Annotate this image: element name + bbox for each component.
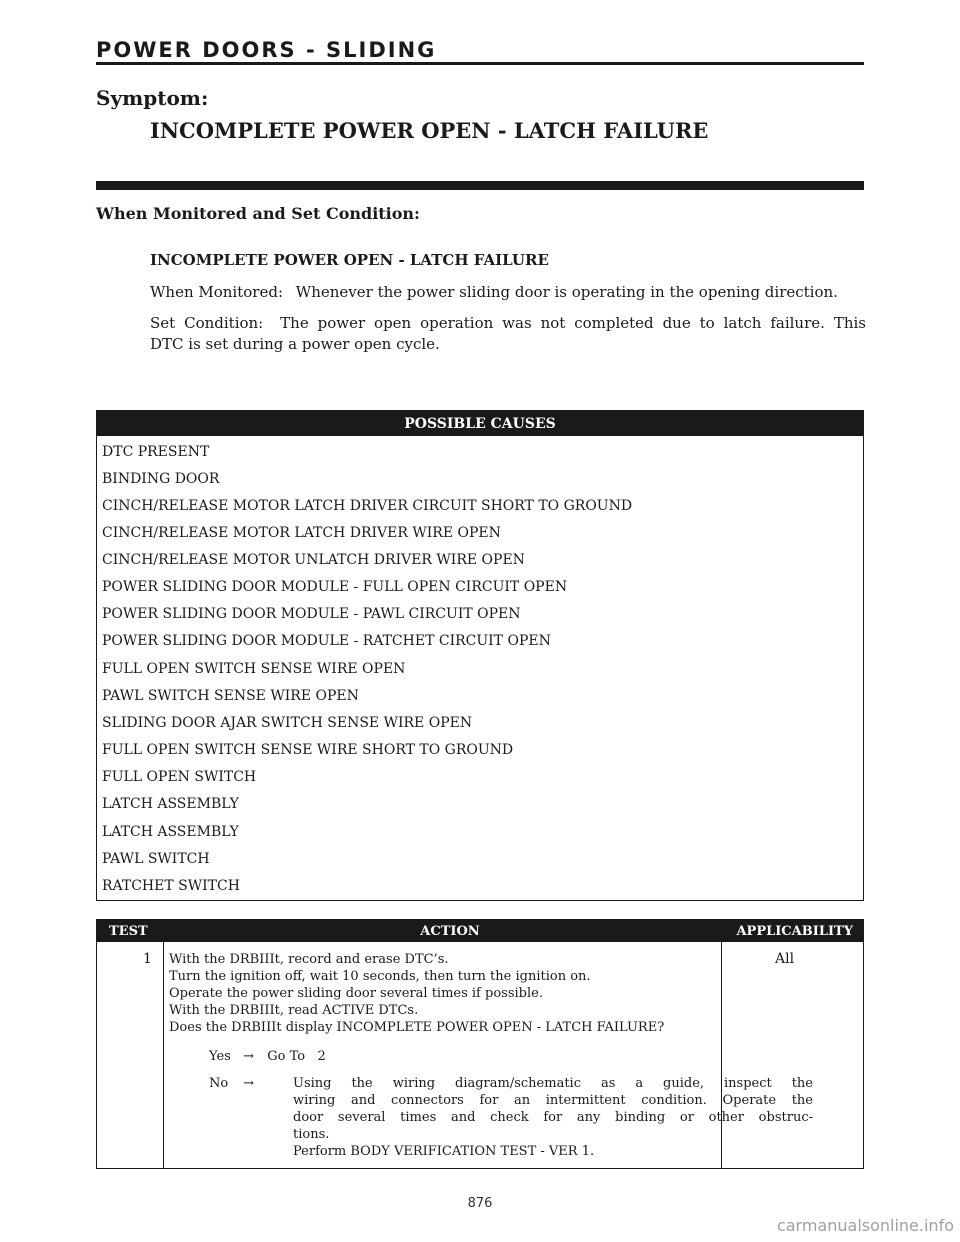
possible-causes-box	[96, 410, 864, 901]
section-title: POWER DOORS - SLIDING	[96, 38, 437, 62]
action-step: With the DRBIIIt, record and erase DTC’s.	[169, 952, 449, 967]
arrow-right-icon: →	[243, 1076, 255, 1091]
set-condition-row	[150, 313, 866, 355]
no-result-line: wiring and connectors for an intermittent condition. Operate the	[293, 1093, 813, 1108]
dtc-name: INCOMPLETE POWER OPEN - LATCH FAILURE	[150, 251, 549, 269]
action-step: Turn the ignition off, wait 10 seconds, then turn the ignition on.	[169, 969, 591, 984]
test-table-header	[97, 920, 863, 942]
no-answer	[209, 1075, 263, 1092]
yes-result: Go To 2	[267, 1049, 326, 1064]
header-test: TEST	[109, 924, 148, 939]
no-result-line: Using the wiring diagram/schematic as a guide, inspect the	[293, 1076, 813, 1091]
applicability-value: All	[775, 951, 795, 967]
cause-item: SLIDING DOOR AJAR SWITCH SENSE WIRE OPEN	[102, 715, 473, 731]
cause-item: CINCH/RELEASE MOTOR LATCH DRIVER WIRE OPEN	[102, 525, 501, 541]
no-result	[293, 1075, 813, 1160]
when-monitored-heading: When Monitored and Set Condition:	[96, 204, 420, 223]
set-condition-label: Set Condition:	[150, 314, 264, 332]
cause-item: DTC PRESENT	[102, 444, 210, 460]
no-result-line: Perform BODY VERIFICATION TEST - VER 1.	[293, 1144, 595, 1159]
cause-item: PAWL SWITCH	[102, 851, 210, 867]
action-step: With the DRBIIIt, read ACTIVE DTCs.	[169, 1003, 419, 1018]
set-condition-text-1: The power open operation was not completed due to latch failure. This	[280, 314, 866, 332]
no-result-line: door several times and check for any binding or other obstruc-	[293, 1110, 813, 1125]
symptom-rule	[96, 181, 864, 190]
yes-answer	[209, 1048, 326, 1065]
cause-item: FULL OPEN SWITCH SENSE WIRE SHORT TO GROUND	[102, 742, 514, 758]
cause-item: CINCH/RELEASE MOTOR LATCH DRIVER CIRCUIT SHORT TO GROUND	[102, 498, 633, 514]
arrow-right-icon: →	[243, 1049, 255, 1064]
header-action: ACTION	[420, 924, 480, 939]
set-condition-text-2: DTC is set during a power open cycle.	[150, 335, 440, 353]
page-number: 876	[467, 1196, 493, 1211]
cause-item: BINDING DOOR	[102, 471, 220, 487]
action-step: Does the DRBIIIt display INCOMPLETE POWER OPEN - LATCH FAILURE?	[169, 1020, 665, 1035]
action-steps	[169, 951, 717, 1036]
test-table	[96, 919, 864, 1169]
no-result-line: tions.	[293, 1127, 330, 1142]
cause-item: CINCH/RELEASE MOTOR UNLATCH DRIVER WIRE OPEN	[102, 552, 525, 568]
no-label: No	[209, 1076, 229, 1091]
test-number: 1	[143, 951, 152, 967]
yes-label: Yes	[209, 1049, 231, 1064]
cause-item: POWER SLIDING DOOR MODULE - PAWL CIRCUIT OPEN	[102, 606, 521, 622]
cause-item: POWER SLIDING DOOR MODULE - FULL OPEN CIRCUIT OPEN	[102, 579, 568, 595]
cause-item: PAWL SWITCH SENSE WIRE OPEN	[102, 688, 359, 704]
column-divider	[163, 942, 164, 1168]
cause-item: LATCH ASSEMBLY	[102, 796, 239, 812]
cause-item: FULL OPEN SWITCH	[102, 769, 257, 785]
cause-item: FULL OPEN SWITCH SENSE WIRE OPEN	[102, 661, 406, 677]
when-monitored-label: When Monitored:	[150, 283, 283, 301]
header-applicability: APPLICABILITY	[736, 924, 853, 939]
title-rule	[96, 62, 864, 65]
symptom-text: INCOMPLETE POWER OPEN - LATCH FAILURE	[150, 118, 709, 143]
cause-item: POWER SLIDING DOOR MODULE - RATCHET CIRCUIT OPEN	[102, 633, 551, 649]
cause-item: RATCHET SWITCH	[102, 878, 240, 894]
when-monitored-row	[150, 282, 866, 303]
possible-causes-header: POSSIBLE CAUSES	[97, 411, 863, 436]
action-step: Operate the power sliding door several times if possible.	[169, 986, 543, 1001]
symptom-label: Symptom:	[96, 86, 209, 110]
when-monitored-text: Whenever the power sliding door is operating in the opening direction.	[295, 283, 838, 301]
watermark: carmanualsonline.info	[776, 1216, 954, 1235]
cause-item: LATCH ASSEMBLY	[102, 824, 239, 840]
